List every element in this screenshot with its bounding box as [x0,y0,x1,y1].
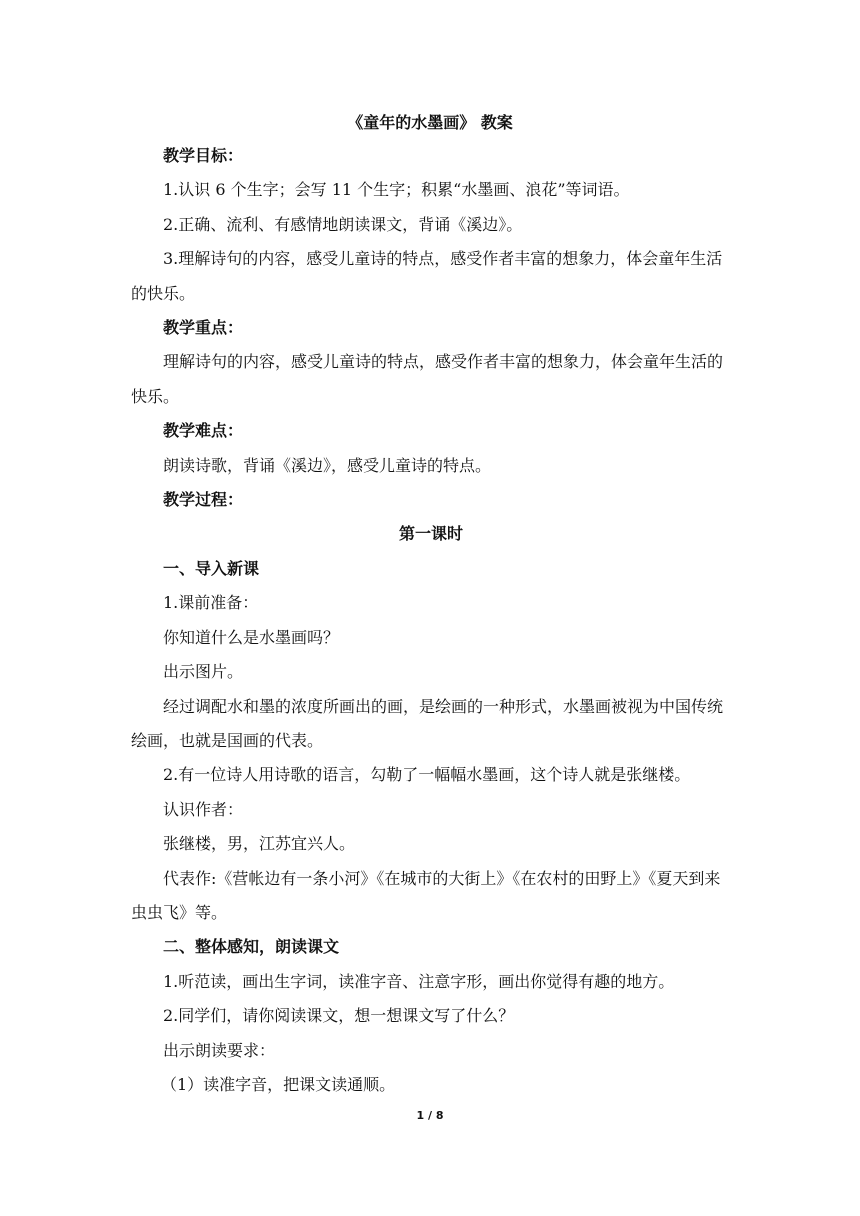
paragraph: 朗读诗歌，背诵《溪边》，感受儿童诗的特点。 [163,455,492,475]
paragraph: 1.听范读，画出生字词，读准字音、注意字形，画出你觉得有趣的地方。 [163,971,675,991]
paragraph: 你知道什么是水墨画吗？ [163,627,340,647]
page-number: 1 / 8 [416,1109,444,1122]
paragraph: 代表作:《营帐边有一条小河》《在城市的大街上》《在农村的田野上》《夏天到来虫虫飞》等。 [131,868,721,922]
heading-process: 教学过程： [163,490,244,510]
paragraph: （1）读准字音，把课文读通顺。 [161,1074,396,1094]
paragraph: 1.认识 6 个生字；会写 11 个生字；积累“水墨画、浪花”等词语。 [163,180,630,200]
paragraph: 出示图片。 [163,662,244,682]
paragraph: 出示朗读要求： [163,1040,276,1060]
paragraph: 张继楼，男，江苏宜兴人。 [163,834,356,854]
paragraph: 理解诗句的内容，感受儿童诗的特点，感受作者丰富的想象力，体会童年生活的快乐。 [131,352,724,406]
section-heading: 一、导入新课 [163,558,260,578]
document-title: 《童年的水墨画》 教案 [347,113,513,132]
paragraph: 1.课前准备： [163,593,259,613]
document-body [131,139,731,1102]
lesson-heading: 第一课时 [398,524,463,544]
paragraph: 2.正确、流利、有感情地朗读课文，背诵《溪边》。 [163,214,523,234]
paragraph: 3.理解诗句的内容，感受儿童诗的特点，感受作者丰富的想象力，体会童年生活的快乐。 [131,249,723,303]
paragraph: 经过调配水和墨的浓度所画出的画，是绘画的一种形式，水墨画被视为中国传统绘画，也就是国画的代表。 [131,696,724,750]
paragraph: 2.有一位诗人用诗歌的语言，勾勒了一幅幅水墨画，这个诗人就是张继楼。 [163,765,691,785]
heading-key-points: 教学重点： [163,318,244,338]
paragraph: 2.同学们，请你阅读课文，想一想课文写了什么？ [163,1006,515,1026]
heading-difficulties: 教学难点： [163,421,244,441]
heading-teaching-goals: 教学目标： [163,146,244,165]
section-heading: 二、整体感知，朗读课文 [163,937,340,957]
paragraph: 认识作者： [163,799,244,819]
